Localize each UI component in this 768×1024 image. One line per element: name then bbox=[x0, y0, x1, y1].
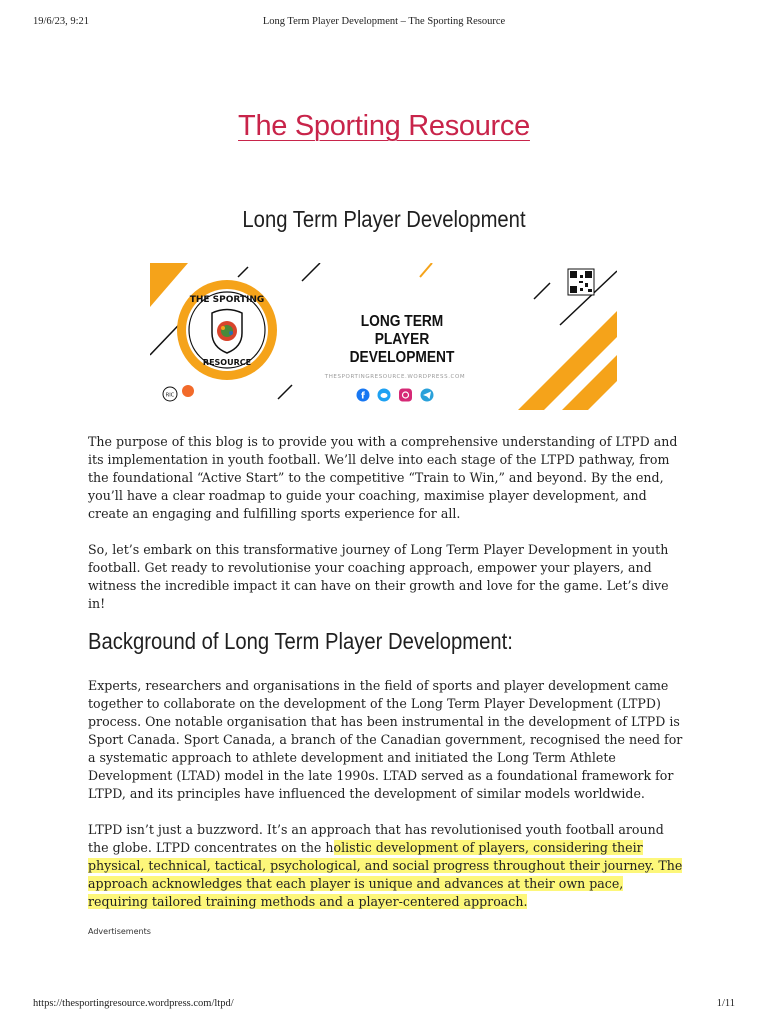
intro-paragraph: The purpose of this blog is to provide you with a comprehensive understanding of LTPD and its implementation in youth football. We’ll delve into each stage of the LTPD pathway, from the foundational “Active Start” to the competitive “Train to Win,” and beyond. By the end, you’ll have a clear roadmap to guide your coaching, maximise player development, and create an engaging and fulfilling sports experience for all. bbox=[88, 434, 678, 521]
instagram-icon bbox=[399, 389, 412, 402]
banner-heading: LONG TERM PLAYER DEVELOPMENT bbox=[349, 313, 455, 366]
print-page-title: Long Term Player Development – The Sporting Resource bbox=[262, 16, 506, 27]
ltpd-paragraph-text: LTPD isn’t just a buzzword. It’s an approach that has revolutionised youth football around the globe. LTPD concentrates on the h bbox=[88, 822, 664, 855]
print-url: https://thesportingresource.wordpress.com/ltpd/ bbox=[33, 998, 234, 1009]
banner-slash-line bbox=[534, 283, 550, 299]
advertisements-label: Advertisements bbox=[88, 927, 151, 936]
highlighted-text: olistic development of players, considering their physical, technical, tactical, psychological, and social progress throughout their journey. The approach acknowledges that each player is unique and advances at their own pace, requiring tailored training methods and a player-centered approach. bbox=[88, 840, 683, 909]
sporting-resource-badge-logo bbox=[177, 280, 277, 380]
print-datetime: 19/6/23, 9:21 bbox=[33, 16, 90, 27]
facebook-icon bbox=[357, 389, 370, 402]
print-footer bbox=[33, 998, 735, 1014]
twitter-icon bbox=[378, 389, 391, 402]
call-to-action-paragraph: So, let’s embark on this transformative journey of Long Term Player Development in youth football. Get ready to revolutionise your coaching approach, empower your players, and witness the incredible impact it can have on their growth and love for the game. Let’s dive in! bbox=[88, 542, 669, 611]
svg-text:f: f bbox=[361, 391, 365, 402]
ric-logo-icon bbox=[163, 387, 177, 401]
site-title-link[interactable]: The Sporting Resource bbox=[238, 110, 530, 142]
print-header bbox=[33, 16, 735, 32]
featured-banner-image bbox=[150, 263, 617, 410]
section-heading: Background of Long Term Player Development: bbox=[88, 628, 513, 654]
banner-url: THESPORTINGRESOURCE.WORDPRESS.COM bbox=[324, 374, 466, 380]
background-paragraph: Experts, researchers and organisations in the field of sports and player development came together to collaborate on the development of the Long Term Player Development (LTPD) process. One notable organisation that has been instrumental in the development of LTPD is Sport Canada. Sport Canada, a branch of the Canadian government, recognised the need for a systematic approach to athlete development and initiated the Long Term Athlete Development (LTAD) model in the late 1990s. LTAD served as a foundational framework for LTPD, and its principles have influenced the development of similar models worldwide. bbox=[88, 678, 683, 801]
partner-logo-icon bbox=[182, 385, 194, 397]
qr-code-icon bbox=[568, 269, 594, 295]
svg-text:RESOURCE: RESOURCE bbox=[202, 358, 252, 367]
banner-slash-line bbox=[278, 385, 292, 399]
ltpd-paragraph bbox=[88, 821, 684, 911]
svg-text:RIC: RIC bbox=[165, 392, 175, 399]
banner-slash-line bbox=[238, 267, 248, 277]
telegram-icon bbox=[421, 389, 434, 402]
print-page-number: 1/11 bbox=[716, 998, 735, 1009]
post-title: Long Term Player Development bbox=[242, 206, 526, 232]
banner-corner-shape bbox=[150, 263, 188, 307]
banner-slash-line bbox=[302, 263, 320, 281]
banner-slash-line bbox=[420, 263, 432, 277]
svg-text:THE SPORTING: THE SPORTING bbox=[189, 295, 265, 305]
